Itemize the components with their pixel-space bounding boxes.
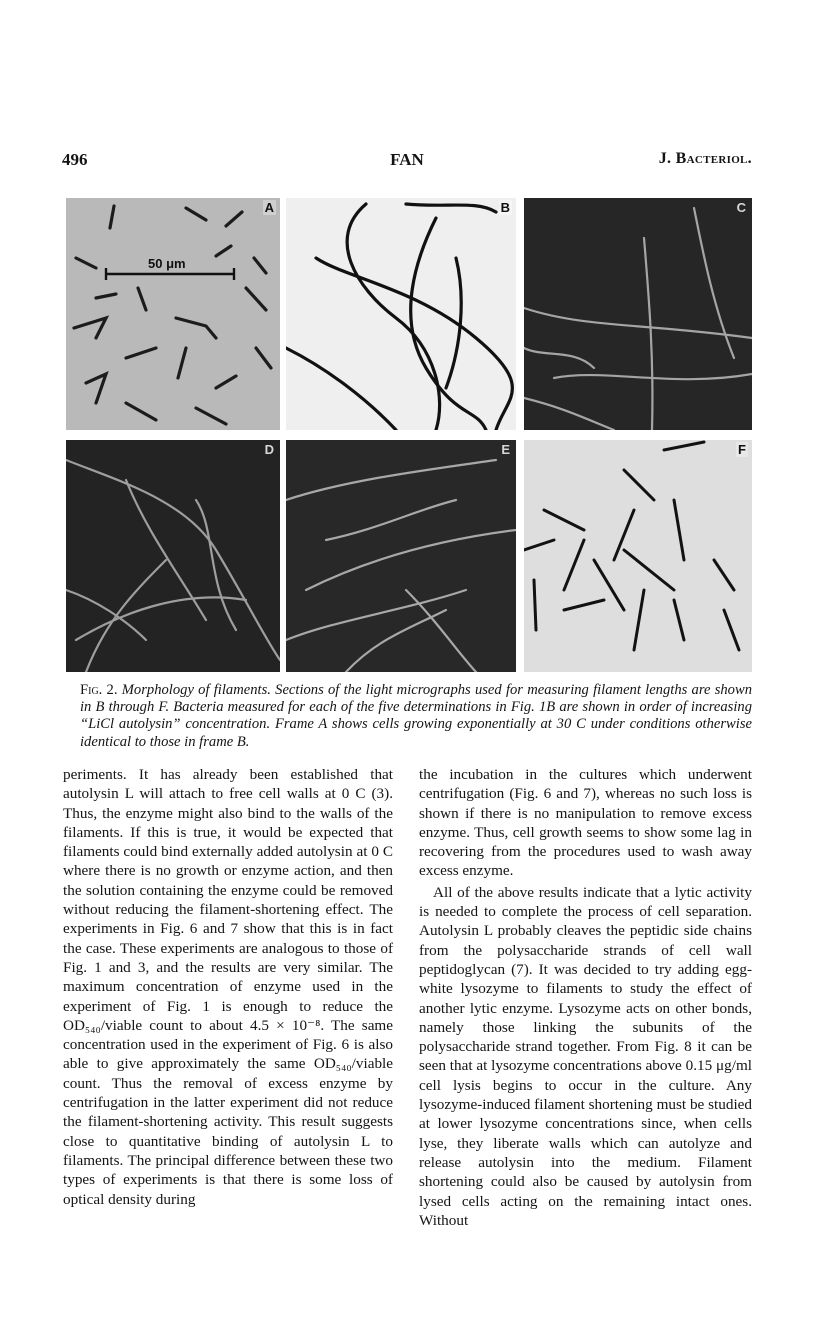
page-number: 496 [62, 150, 88, 169]
figure-2-micrographs [66, 198, 752, 672]
micrograph-panel-a [66, 198, 280, 430]
scale-bar-label: 50 μm [148, 256, 186, 271]
micrograph-panel-c [524, 198, 752, 430]
panel-label-c: C [736, 200, 746, 215]
caption-text: Morphology of filaments. Sections of the light micrographs used for measuring filament lengths are shown in B through F. Bacteria measured for each of the five determinations in Fig. 1B are shown in order of increasing “LiCl autolysin” concentration. Frame A shows cells growing exponentially at 30 C under conditions otherwise identical to those in frame B. [80, 682, 752, 750]
running-title: FAN [390, 150, 424, 169]
figure-caption [80, 682, 752, 751]
panel-a-image [66, 198, 280, 430]
panel-f-image [524, 440, 752, 672]
panel-label-d: D [264, 442, 274, 457]
micrograph-panel-b [286, 198, 516, 430]
panel-d-image [66, 440, 280, 672]
panel-c-image [524, 198, 752, 430]
body-right-column [419, 765, 752, 1230]
panel-label-b: B [500, 200, 510, 215]
panel-b-image [286, 198, 516, 430]
body-paragraph: the incubation in the cultures which underwent centrifugation (Fig. 6 and 7), whereas no such loss is shown if there is no manipulation to remove excess enzyme. Thus, cell growth seems to show some lag in recovering from the procedures used to wash away excess enzyme. [419, 766, 752, 880]
body-paragraph: periments. It has already been established that autolysin L will attach to free cell walls at 0 C (3). Thus, the enzyme might also bind to the walls of the filaments. If this is true, it would be expected that filaments could bind externally added autolysin at 0 C where there is no growth or enzyme action, and then the solution containing the enzyme could be removed without reducing the filament-shortening effect. The experiments in Fig. 6 and 7 show that this is in fact the case. These experiments are analogous to those of Fig. 1 and 3, and the results are very similar. The maximum concentration of enzyme used in the experiment of Fig. 1 is enough to reduce the OD₅₄₀/viable count to about 4.5 × 10⁻⁸. The same concentration used in the experiment of Fig. 6 is also able to give approximately the same OD₅₄₀/viable count. Thus the removal of excess enzyme by centrifugation in the latter experiment did not reduce the filament-shortening activity. This result suggests close to quantitative binding of autolysin L to filaments. The principal difference between these two types of experiments is that there is some loss of optical density during [63, 766, 393, 1208]
micrograph-panel-d [66, 440, 280, 672]
body-paragraph: All of the above results indicate that a lytic activity is needed to complete the process of cell separation. Autolysin L probably cleaves the peptidic side chains from the polysaccharide strands of cell wall peptidoglycan (7). It was decided to try adding egg-white lysozyme to filaments to study the effect of another lytic enzyme. Lysozyme acts on other bonds, namely those linking the subunits of the polysaccharide strand together. From Fig. 8 it can be seen that at lysozyme concentrations above 0.15 μg/ml cell lysis begins to occur in the culture. Any lysozyme-induced filament shortening must be studied at lower lysozyme concentrations since, when cells lyse, they liberate walls which can autolyze and release autolysin into the medium. Filament shortening could also be caused by autolysin from lysed cells acting on the remaining intact ones. Without [419, 883, 752, 1229]
panel-e-image [286, 440, 516, 672]
panel-label-e: E [501, 442, 510, 457]
micrograph-panel-f [524, 440, 752, 672]
caption-figure-label: Fig. 2. [80, 682, 118, 698]
journal-name: J. Bacteriol. [658, 150, 752, 167]
page-header [62, 150, 752, 174]
body-left-column [63, 765, 393, 1209]
panel-label-a: A [264, 200, 274, 215]
panel-label-f: F [738, 442, 746, 457]
micrograph-panel-e [286, 440, 516, 672]
